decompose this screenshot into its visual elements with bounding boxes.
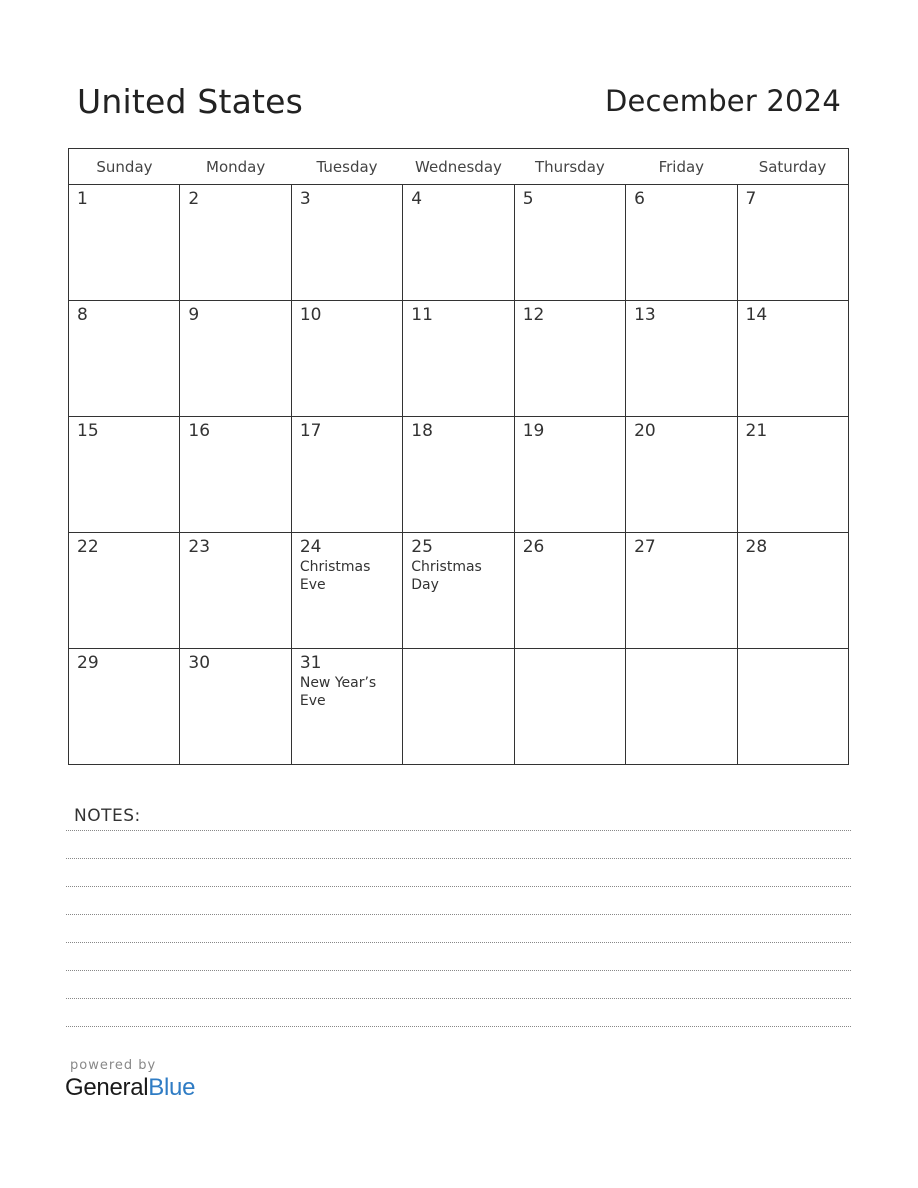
day-number: 14 <box>745 305 768 325</box>
calendar-grid <box>68 148 849 765</box>
weekday-header-monday: Monday <box>180 149 291 185</box>
day-number: 24 <box>299 537 322 557</box>
calendar-day-cell <box>180 417 291 533</box>
calendar-day-cell <box>626 417 737 533</box>
calendar-body <box>69 185 849 765</box>
notes-label: NOTES: <box>74 806 141 826</box>
calendar-day-cell <box>180 533 291 649</box>
calendar-day-cell <box>291 301 402 417</box>
calendar-day-cell <box>514 301 625 417</box>
calendar-day-cell <box>403 185 514 301</box>
calendar-empty-cell <box>514 649 625 765</box>
calendar-day-cell <box>69 301 180 417</box>
note-line <box>66 998 851 999</box>
calendar-empty-cell <box>403 649 514 765</box>
day-number: 28 <box>745 537 768 557</box>
day-number: 3 <box>299 189 311 209</box>
day-number: 6 <box>634 189 645 209</box>
calendar-week-row <box>69 533 849 649</box>
holiday-label: Christmas Eve <box>299 559 371 593</box>
calendar-day-cell <box>180 301 291 417</box>
page-title-month: December 2024 <box>604 84 841 118</box>
calendar-day-cell <box>291 417 402 533</box>
day-number: 17 <box>299 421 322 441</box>
note-line <box>66 1026 851 1027</box>
calendar-day-cell <box>626 533 737 649</box>
calendar-day-cell <box>514 417 625 533</box>
day-number: 19 <box>522 421 545 441</box>
weekday-header-thursday: Thursday <box>514 149 625 185</box>
note-line <box>66 858 851 859</box>
brand-logo <box>65 1074 195 1102</box>
calendar-day-cell <box>514 185 625 301</box>
page-title-country: United States <box>77 82 304 121</box>
day-number: 21 <box>745 421 768 441</box>
calendar-day-cell <box>737 533 848 649</box>
day-number: 10 <box>299 305 322 325</box>
day-number: 5 <box>522 189 534 209</box>
calendar-week-row <box>69 185 849 301</box>
weekday-header-sunday: Sunday <box>69 149 180 185</box>
day-number: 23 <box>188 537 211 557</box>
brand-logo-blue: Blue <box>148 1074 196 1101</box>
day-number: 12 <box>522 305 545 325</box>
day-number: 8 <box>77 305 88 325</box>
day-number: 11 <box>411 305 433 325</box>
calendar-day-cell <box>69 185 180 301</box>
calendar-day-cell <box>291 185 402 301</box>
day-number: 1 <box>77 189 88 209</box>
calendar-week-row <box>69 301 849 417</box>
holiday-label: New Year’s Eve <box>299 675 377 709</box>
calendar-day-cell <box>291 533 402 649</box>
day-number: 22 <box>77 537 99 557</box>
brand-logo-general: General <box>65 1074 149 1101</box>
holiday-label: Christmas Day <box>411 559 482 593</box>
note-line <box>66 914 851 915</box>
day-number: 4 <box>411 189 423 209</box>
note-line <box>66 970 851 971</box>
weekday-header-tuesday: Tuesday <box>291 149 402 185</box>
note-line <box>66 886 851 887</box>
calendar-day-cell <box>737 417 848 533</box>
calendar-day-cell <box>626 301 737 417</box>
calendar-day-cell <box>69 533 180 649</box>
day-number: 29 <box>77 653 99 673</box>
weekday-header-wednesday: Wednesday <box>403 149 514 185</box>
calendar-day-cell <box>403 417 514 533</box>
day-number: 7 <box>745 189 757 209</box>
calendar-day-cell <box>514 533 625 649</box>
calendar-empty-cell <box>737 649 848 765</box>
calendar-day-cell <box>737 301 848 417</box>
day-number: 25 <box>411 537 433 557</box>
calendar-day-cell <box>291 649 402 765</box>
calendar-day-cell <box>403 533 514 649</box>
weekday-header-row <box>69 149 849 185</box>
powered-by-text: powered by <box>70 1058 157 1073</box>
day-number: 27 <box>634 537 656 557</box>
day-number: 15 <box>77 421 99 441</box>
day-number: 20 <box>634 421 656 441</box>
weekday-header-saturday: Saturday <box>737 149 848 185</box>
calendar-empty-cell <box>626 649 737 765</box>
weekday-header-friday: Friday <box>626 149 737 185</box>
day-number: 18 <box>411 421 433 441</box>
note-line <box>66 942 851 943</box>
calendar-week-row <box>69 649 849 765</box>
calendar-day-cell <box>737 185 848 301</box>
day-number: 31 <box>299 653 322 673</box>
day-number: 9 <box>188 305 200 325</box>
day-number: 2 <box>188 189 200 209</box>
day-number: 13 <box>634 305 656 325</box>
calendar-day-cell <box>180 185 291 301</box>
calendar-day-cell <box>180 649 291 765</box>
calendar-day-cell <box>626 185 737 301</box>
calendar-day-cell <box>69 417 180 533</box>
day-number: 30 <box>188 653 211 673</box>
day-number: 16 <box>188 421 211 441</box>
day-number: 26 <box>522 537 545 557</box>
calendar-day-cell <box>69 649 180 765</box>
calendar-day-cell <box>403 301 514 417</box>
calendar-week-row <box>69 417 849 533</box>
note-line <box>66 830 851 831</box>
